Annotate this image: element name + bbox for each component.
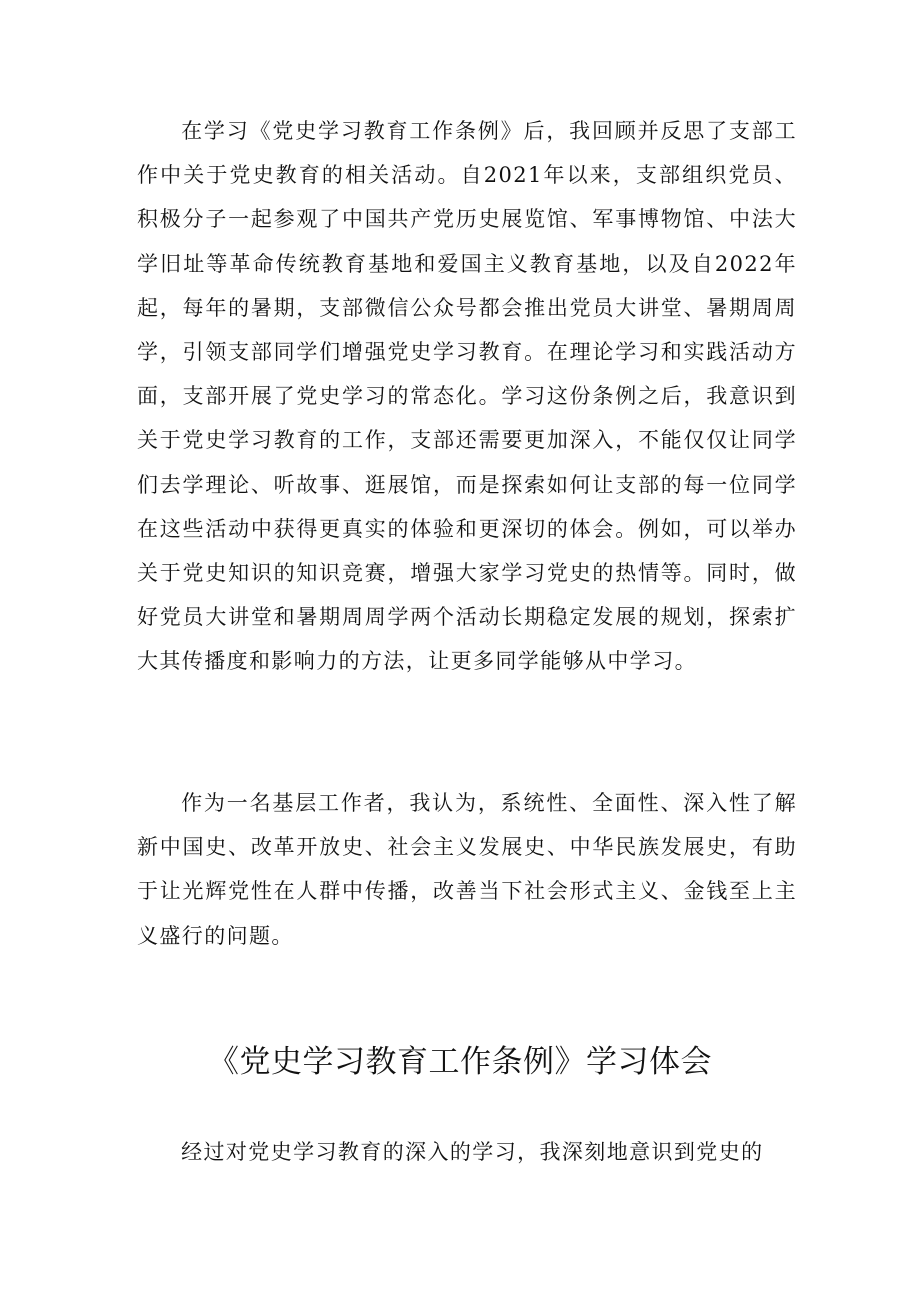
section-title: 《党史学习教育工作条例》学习体会 bbox=[208, 1044, 712, 1080]
body-paragraph-3: 经过对党史学习教育的深入的学习，我深刻地意识到党史的 bbox=[181, 1140, 764, 1164]
body-paragraph-2: 作为一名基层工作者，我认为，系统性、全面性、深入性了解新中国史、改革开放史、社会主义发展史、中华民族发展史，有助于让光辉党性在人群中传播，改善当下社会形式主义、金钱至上主义盛行的问题。 bbox=[137, 791, 797, 948]
body-paragraph-1: 在学习《党史学习教育工作条例》后，我回顾并反思了支部工作中关于党史教育的相关活动。自2021年以来，支部组织党员、积极分子一起参观了中国共产党历史展览馆、军事博物馆、中法大学旧址等革命传统教育基地和爱国主义教育基地，以及自2022年起，每年的暑期，支部微信公众号都会推出党员大讲堂、暑期周周学，引领支部同学们增强党史学习教育。在理论学习和实践活动方面，支部开展了党史学习的常态化。学习这份条例之后，我意识到关于党史学习教育的工作，支部还需要更加深入，不能仅仅让同学们去学理论、听故事、逛展馆，而是探索如何让支部的每一位同学在这些活动中获得更真实的体验和更深切的体会。例如，可以举办关于党史知识的知识竞赛，增强大家学习党史的热情等。同时，做好党员大讲堂和暑期周周学两个活动长期稳定发展的规划，探索扩大其传播度和影响力的方法，让更多同学能够从中学习。 bbox=[137, 119, 797, 674]
